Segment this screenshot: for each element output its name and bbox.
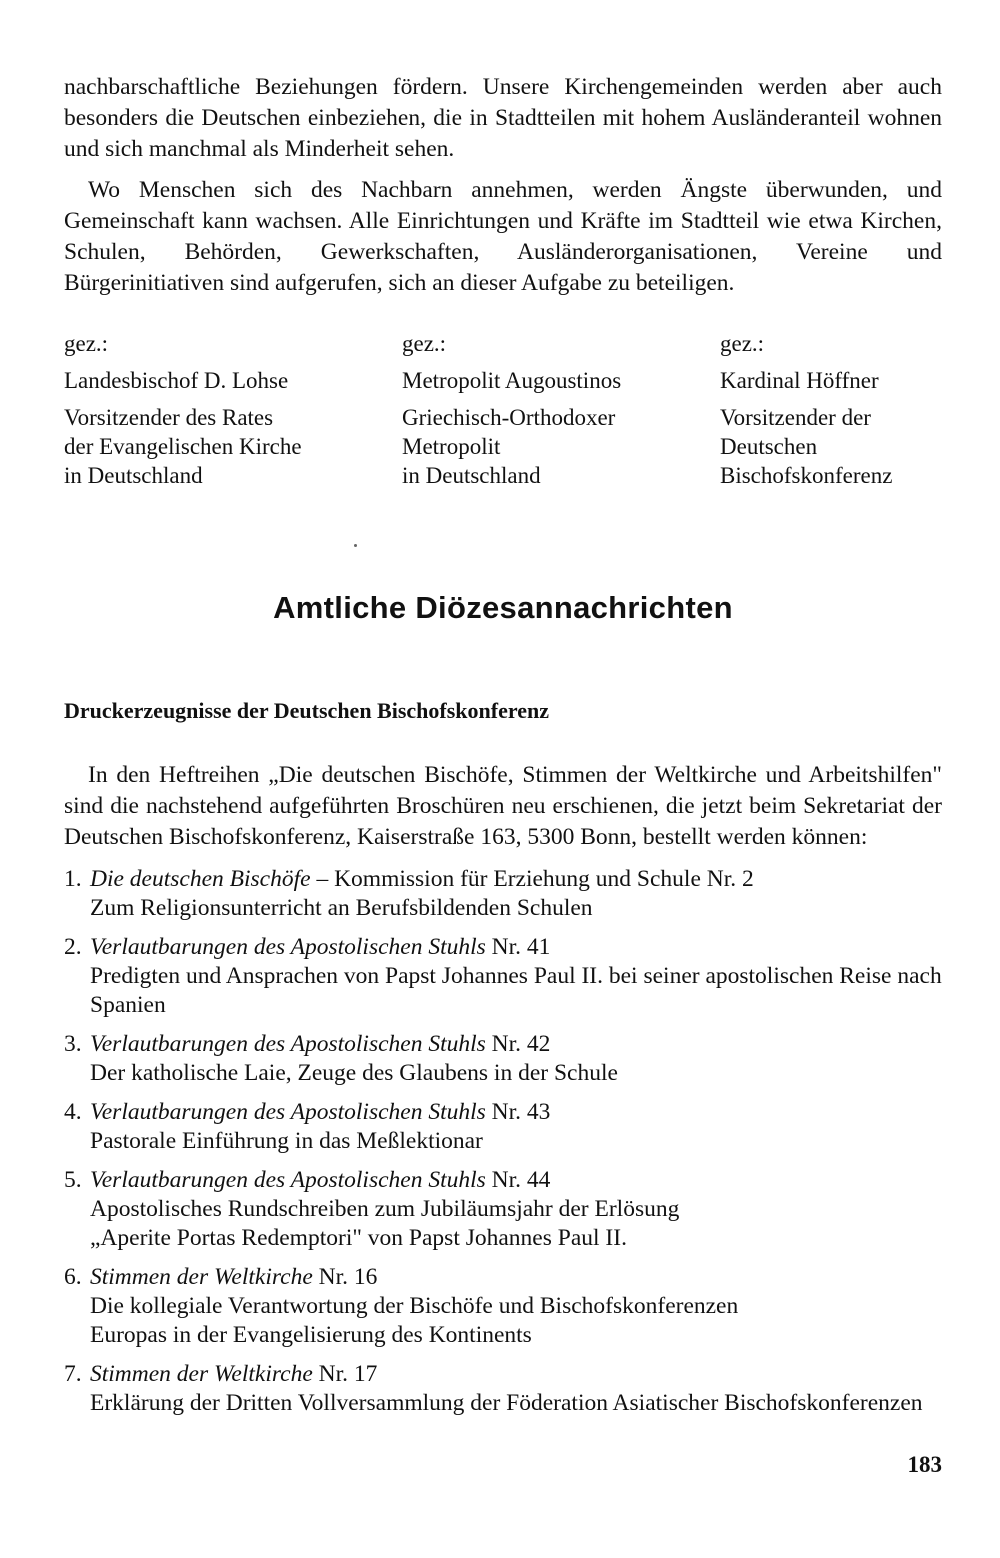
series-title: Die deutschen Bischöfe [90, 866, 311, 892]
section-heading: Amtliche Diözesannachrichten [273, 590, 733, 625]
item-number: 3. [64, 1031, 82, 1057]
intro-paragraph: In den Heftreihen „Die deutschen Bischöfe, Stimmen der Weltkirche und Arbeitshilfen" sind die nachstehend aufgeführten Broschüren neu erschienen, die jetzt beim Sekretariat der Deutschen Bischofskonferenz, Kaiserstraße 163, 5300 Bonn, bestellt werden können: [64, 762, 942, 850]
series-number: Nr. 41 [485, 934, 551, 960]
signatory-role-line: der Evangelischen Kirche [64, 434, 302, 459]
item-number: 7. [64, 1361, 82, 1387]
list-item [64, 933, 942, 1020]
signatory-role-line: Deutschen [720, 434, 818, 459]
signature-hoeffner [720, 329, 942, 490]
signatory-name: Kardinal Höffner [720, 368, 879, 393]
page-number: 183 [907, 1452, 942, 1477]
signature-lohse [64, 329, 402, 490]
series-title: Stimmen der Weltkirche [90, 1361, 313, 1387]
series-number: – Kommission für Erziehung und Schule Nr. 2 [310, 866, 754, 892]
series-title: Verlautbarungen des Apostolischen Stuhls [90, 1099, 486, 1125]
signatory-role-line: Bischofskonferenz [720, 463, 893, 488]
signatory-role-line: Griechisch-Orthodoxer [402, 405, 616, 430]
series-number: Nr. 43 [485, 1099, 551, 1125]
list-item [64, 1263, 942, 1350]
signatory-name: Metropolit Augoustinos [402, 368, 622, 393]
stray-dot [354, 544, 357, 547]
series-title: Verlautbarungen des Apostolischen Stuhls [90, 1031, 486, 1057]
series-number: Nr. 16 [312, 1264, 378, 1290]
list-item [64, 1098, 942, 1156]
item-number: 6. [64, 1264, 82, 1290]
publication-title: Europas in der Evangelisierung des Kontinents [90, 1322, 532, 1348]
publication-title: Apostolisches Rundschreiben zum Jubiläumsjahr der Erlösung [90, 1196, 680, 1222]
list-item [64, 1360, 942, 1418]
signature-gez: gez.: [720, 331, 765, 356]
series-title: Stimmen der Weltkirche [90, 1264, 313, 1290]
continuation-paragraph: nachbarschaftliche Beziehungen fördern. Unsere Kirchengemeinden werden aber auch besonders die Deutschen einbeziehen, die in Stadtteilen mit hohem Ausländeranteil wohnen und sich manchmal als Minderheit sehen. [64, 74, 942, 162]
signature-augoustinos [402, 329, 720, 490]
signatory-role-line: Vorsitzender der [720, 405, 871, 430]
continuation-paragraph: Wo Menschen sich des Nachbarn annehmen, werden Ängste überwunden, und Gemeinschaft kann wachsen. Alle Einrichtungen und Kräfte im Stadtteil wie etwa Kirchen, Schulen, Behörden, Gewerkschaften, Ausländerorganisationen, Vereine und Bürgerinitiativen sind aufgerufen, sich an dieser Aufgabe zu beteiligen. [64, 177, 942, 296]
signature-gez: gez.: [402, 331, 447, 356]
section-subheading: Druckerzeugnisse der Deutschen Bischofskonferenz [64, 698, 549, 723]
signatory-role-line: in Deutschland [64, 463, 203, 488]
publication-title: Erklärung der Dritten Vollversammlung der Föderation Asiatischer Bischofskonferenzen [90, 1390, 923, 1416]
item-number: 4. [64, 1099, 82, 1125]
item-number: 2. [64, 934, 82, 960]
publication-title: Die kollegiale Verantwortung der Bischöfe und Bischofskonferenzen [90, 1293, 739, 1319]
item-number: 1. [64, 866, 82, 892]
series-number: Nr. 17 [312, 1361, 378, 1387]
publication-title: Predigten und Ansprachen von Papst Johannes Paul II. bei seiner apostolischen Reise nach Spanien [90, 963, 942, 1018]
publication-title: Zum Religionsunterricht an Berufsbildenden Schulen [90, 895, 593, 921]
publication-list [64, 865, 942, 1418]
signature-block [64, 329, 942, 490]
publication-title: „Aperite Portas Redemptori" von Papst Johannes Paul II. [90, 1225, 627, 1251]
list-item [64, 1030, 942, 1088]
list-item [64, 865, 942, 923]
signatory-role-line: Vorsitzender des Rates [64, 405, 274, 430]
signatory-role-line: in Deutschland [402, 463, 541, 488]
signatory-role-line: Metropolit [402, 434, 501, 459]
item-number: 5. [64, 1167, 82, 1193]
publication-title: Pastorale Einführung in das Meßlektionar [90, 1128, 483, 1154]
signatory-name: Landesbischof D. Lohse [64, 368, 289, 393]
series-number: Nr. 44 [485, 1167, 551, 1193]
series-title: Verlautbarungen des Apostolischen Stuhls [90, 934, 486, 960]
list-item [64, 1166, 942, 1253]
series-number: Nr. 42 [485, 1031, 551, 1057]
publication-title: Der katholische Laie, Zeuge des Glaubens in der Schule [90, 1060, 618, 1086]
series-title: Verlautbarungen des Apostolischen Stuhls [90, 1167, 486, 1193]
signature-gez: gez.: [64, 331, 109, 356]
